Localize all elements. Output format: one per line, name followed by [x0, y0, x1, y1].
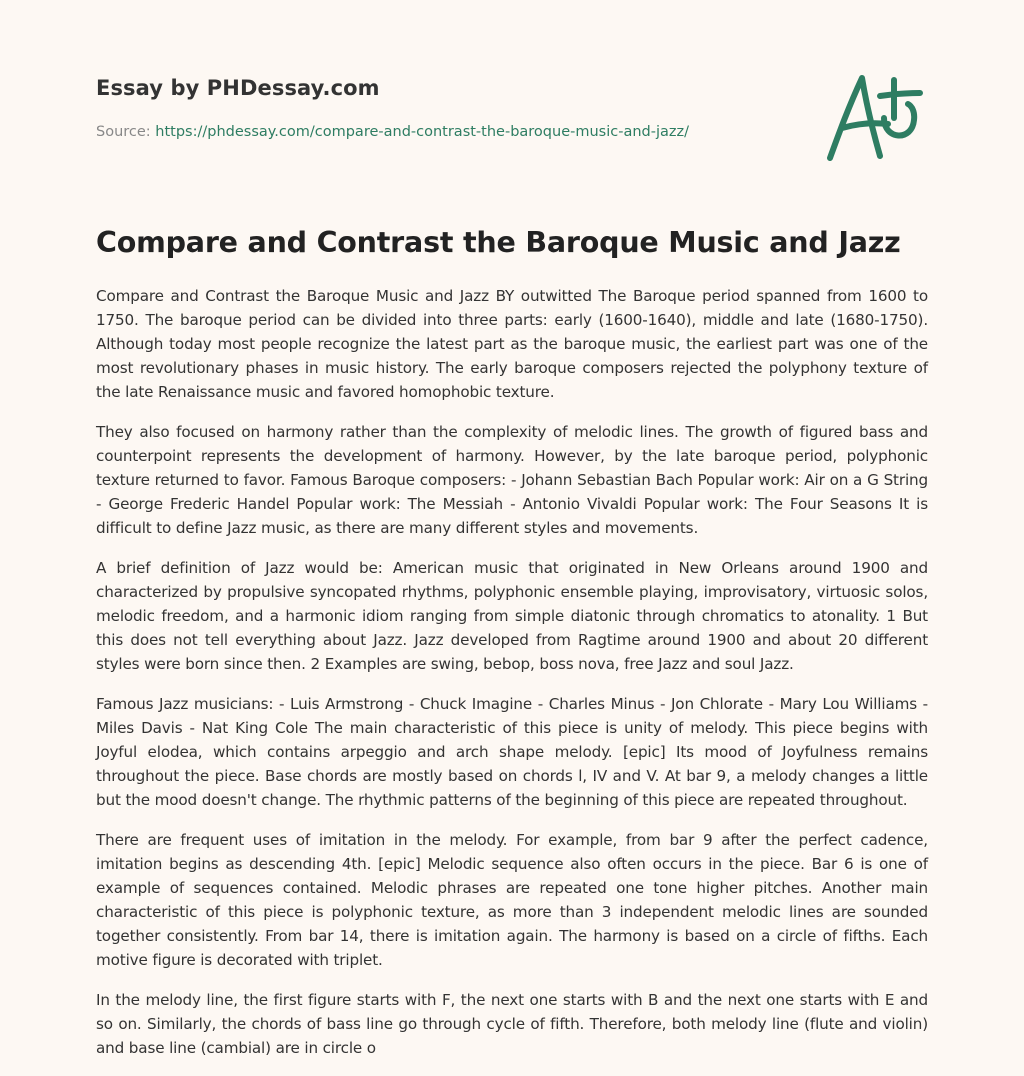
essay-paragraph: Compare and Contrast the Baroque Music and Jazz BY outwitted The Baroque period spanned from 1600 to 1750. The baroque period can be divided into three parts: early (1600-1640), middle and late (1680-1750). Although today most people recognize the latest part as the baroque music, the earliest part was one of the most revolutionary phases in music history. The early baroque composers rejected the polyphony texture of the late Renaissance music and favored homophobic texture. [96, 287, 928, 401]
essay-paragraph: A brief definition of Jazz would be: American music that originated in New Orleans around 1900 and characterized by propulsive syncopated rhythms, polyphonic ensemble playing, improvisatory, virtuosic solos, melodic freedom, and a harmonic idiom ranging from simple diatonic through chromatics to atonality. 1 But this does not tell everything about Jazz. Jazz developed from Ragtime around 1900 and about 20 different styles were born since then. 2 Examples are swing, bebop, boss nova, free Jazz and soul Jazz. [96, 559, 928, 673]
source-link[interactable]: https://phdessay.com/compare-and-contrast-the-baroque-music-and-jazz/ [155, 124, 689, 140]
essay-paragraph: Famous Jazz musicians: - Luis Armstrong - Chuck Imagine - Charles Minus - Jon Chlorate - Mary Lou Williams - Miles Davis - Nat King Cole The main characteristic of this piece is unity of melody. This piece begins with Joyful elodea, which contains arpeggio and arch shape melody. [epic] Its mood of Joyfulness remains throughout the piece. Base chords are mostly based on chords l, IV and V. At bar 9, a melody changes a little but the mood doesn't change. The rhythmic patterns of the beginning of this piece are repeated throughout. [96, 695, 928, 809]
essay-paragraph: They also focused on harmony rather than the complexity of melodic lines. The growth of figured bass and counterpoint represents the development of harmony. However, by the late baroque period, polyphonic texture returned to favor. Famous Baroque composers: - Johann Sebastian Bach Popular work: Air on a G String - George Frederic Handel Popular work: The Messiah - Antonio Vivaldi Popular work: The Four Seasons It is difficult to define Jazz music, as there are many different styles and movements. [96, 423, 928, 537]
essay-title: Compare and Contrast the Baroque Music and Jazz [96, 226, 901, 259]
source-label: Source: [96, 124, 156, 140]
essay-body [96, 284, 928, 1076]
site-brand: Essay by PHDessay.com [96, 76, 380, 100]
essay-paragraph: In the melody line, the first figure starts with F, the next one starts with B and the next one starts with E and so on. Similarly, the chords of bass line go through cycle of fifth. Therefore, both melody line (flute and violin) and base line (cambial) are in circle o [96, 991, 928, 1057]
source-line [96, 124, 689, 140]
a-plus-grade-icon [820, 66, 930, 166]
essay-paragraph: There are frequent uses of imitation in the melody. For example, from bar 9 after the perfect cadence, imitation begins as descending 4th. [epic] Melodic sequence also often occurs in the piece. Bar 6 is one of example of sequences contained. Melodic phrases are repeated one tone higher pitches. Another main characteristic of this piece is polyphonic texture, as more than 3 independent melodic lines are sounded together consistently. From bar 14, there is imitation again. The harmony is based on a circle of fifths. Each motive figure is decorated with triplet. [96, 831, 928, 969]
